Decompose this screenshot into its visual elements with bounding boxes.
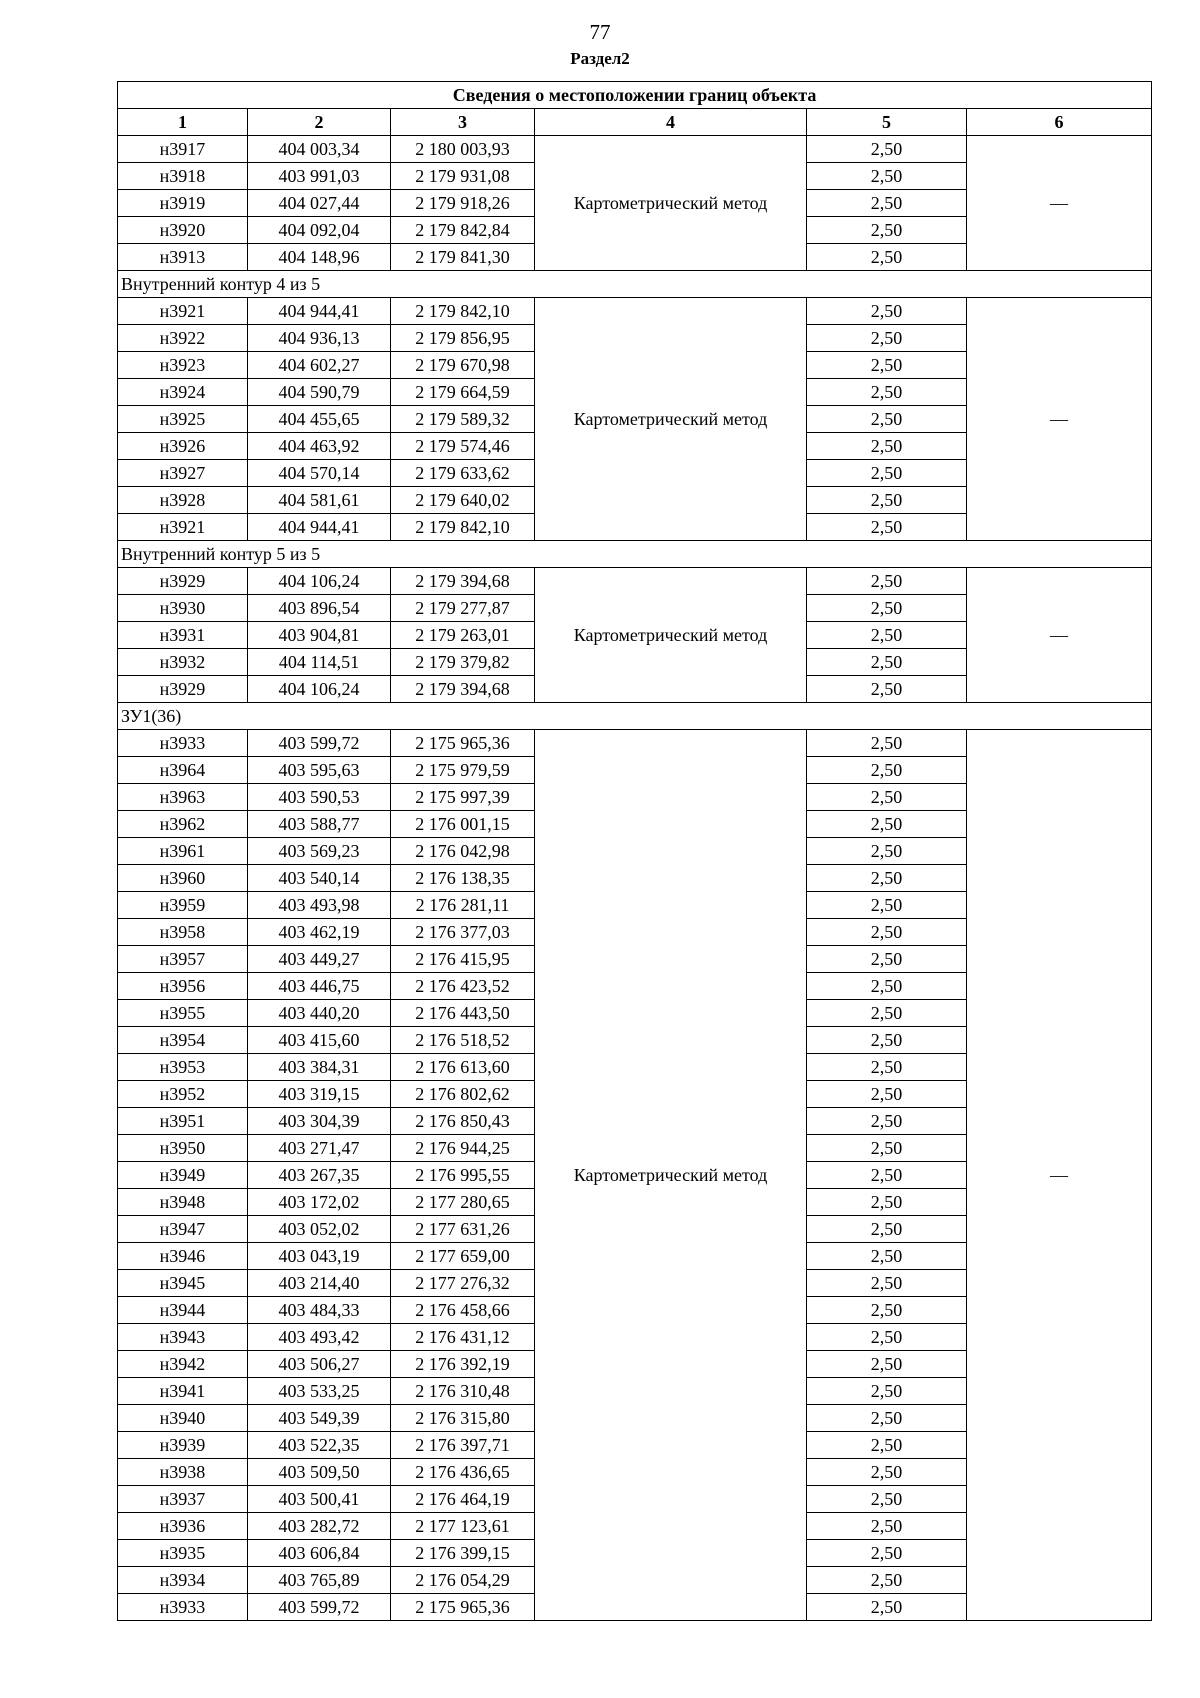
point-name-cell: н3934	[118, 1567, 248, 1594]
point-name-cell: н3913	[118, 244, 248, 271]
accuracy-cell: 2,50	[807, 244, 967, 271]
accuracy-cell: 2,50	[807, 1243, 967, 1270]
point-name-cell: н3920	[118, 217, 248, 244]
y-coordinate-cell: 2 176 392,19	[391, 1351, 535, 1378]
point-name-cell: н3919	[118, 190, 248, 217]
accuracy-cell: 2,50	[807, 595, 967, 622]
x-coordinate-cell: 403 522,35	[248, 1432, 391, 1459]
x-coordinate-cell: 403 590,53	[248, 784, 391, 811]
x-coordinate-cell: 404 092,04	[248, 217, 391, 244]
method-cell: Картометрический метод	[535, 568, 807, 703]
x-coordinate-cell: 403 896,54	[248, 595, 391, 622]
column-header-row	[118, 109, 1152, 136]
point-name-cell: н3954	[118, 1027, 248, 1054]
accuracy-cell: 2,50	[807, 811, 967, 838]
column-header: 5	[807, 109, 967, 136]
y-coordinate-cell: 2 175 997,39	[391, 784, 535, 811]
x-coordinate-cell: 404 463,92	[248, 433, 391, 460]
section-title: Раздел2	[570, 49, 630, 68]
x-coordinate-cell: 403 595,63	[248, 757, 391, 784]
point-name-cell: н3956	[118, 973, 248, 1000]
y-coordinate-cell: 2 179 633,62	[391, 460, 535, 487]
table-row	[118, 298, 1152, 325]
point-name-cell: н3950	[118, 1135, 248, 1162]
x-coordinate-cell: 403 319,15	[248, 1081, 391, 1108]
x-coordinate-cell: 404 106,24	[248, 568, 391, 595]
column-6-cell: —	[967, 298, 1152, 541]
point-name-cell: н3921	[118, 514, 248, 541]
point-name-cell: н3940	[118, 1405, 248, 1432]
accuracy-cell: 2,50	[807, 568, 967, 595]
point-name-cell: н3959	[118, 892, 248, 919]
accuracy-cell: 2,50	[807, 325, 967, 352]
y-coordinate-cell: 2 176 001,15	[391, 811, 535, 838]
point-name-cell: н3947	[118, 1216, 248, 1243]
point-name-cell: н3951	[118, 1108, 248, 1135]
y-coordinate-cell: 2 179 394,68	[391, 568, 535, 595]
accuracy-cell: 2,50	[807, 1513, 967, 1540]
y-coordinate-cell: 2 179 379,82	[391, 649, 535, 676]
x-coordinate-cell: 403 449,27	[248, 946, 391, 973]
accuracy-cell: 2,50	[807, 1351, 967, 1378]
contour-title: Внутренний контур 4 из 5	[118, 271, 1152, 298]
page-number: 77	[589, 20, 611, 44]
accuracy-cell: 2,50	[807, 1324, 967, 1351]
accuracy-cell: 2,50	[807, 1162, 967, 1189]
y-coordinate-cell: 2 177 276,32	[391, 1270, 535, 1297]
contour-header-row	[118, 541, 1152, 568]
accuracy-cell: 2,50	[807, 1297, 967, 1324]
accuracy-cell: 2,50	[807, 1081, 967, 1108]
accuracy-cell: 2,50	[807, 946, 967, 973]
y-coordinate-cell: 2 175 965,36	[391, 1594, 535, 1621]
accuracy-cell: 2,50	[807, 190, 967, 217]
y-coordinate-cell: 2 176 399,15	[391, 1540, 535, 1567]
x-coordinate-cell: 403 271,47	[248, 1135, 391, 1162]
column-6-cell: —	[967, 730, 1152, 1621]
accuracy-cell: 2,50	[807, 1405, 967, 1432]
accuracy-cell: 2,50	[807, 379, 967, 406]
y-coordinate-cell: 2 177 280,65	[391, 1189, 535, 1216]
point-name-cell: н3929	[118, 676, 248, 703]
y-coordinate-cell: 2 176 281,11	[391, 892, 535, 919]
x-coordinate-cell: 403 440,20	[248, 1000, 391, 1027]
method-cell: Картометрический метод	[535, 730, 807, 1621]
x-coordinate-cell: 403 540,14	[248, 865, 391, 892]
y-coordinate-cell: 2 179 842,10	[391, 298, 535, 325]
x-coordinate-cell: 403 533,25	[248, 1378, 391, 1405]
point-name-cell: н3927	[118, 460, 248, 487]
y-coordinate-cell: 2 179 574,46	[391, 433, 535, 460]
point-name-cell: н3943	[118, 1324, 248, 1351]
accuracy-cell: 2,50	[807, 352, 967, 379]
point-name-cell: н3949	[118, 1162, 248, 1189]
x-coordinate-cell: 403 599,72	[248, 730, 391, 757]
point-name-cell: н3941	[118, 1378, 248, 1405]
x-coordinate-cell: 403 415,60	[248, 1027, 391, 1054]
y-coordinate-cell: 2 177 631,26	[391, 1216, 535, 1243]
x-coordinate-cell: 403 506,27	[248, 1351, 391, 1378]
accuracy-cell: 2,50	[807, 649, 967, 676]
point-name-cell: н3930	[118, 595, 248, 622]
accuracy-cell: 2,50	[807, 730, 967, 757]
column-header: 6	[967, 109, 1152, 136]
x-coordinate-cell: 403 588,77	[248, 811, 391, 838]
point-name-cell: н3939	[118, 1432, 248, 1459]
method-cell: Картометрический метод	[535, 298, 807, 541]
accuracy-cell: 2,50	[807, 1216, 967, 1243]
column-header: 4	[535, 109, 807, 136]
point-name-cell: н3926	[118, 433, 248, 460]
accuracy-cell: 2,50	[807, 784, 967, 811]
y-coordinate-cell: 2 176 436,65	[391, 1459, 535, 1486]
point-name-cell: н3952	[118, 1081, 248, 1108]
point-name-cell: н3931	[118, 622, 248, 649]
accuracy-cell: 2,50	[807, 487, 967, 514]
x-coordinate-cell: 403 282,72	[248, 1513, 391, 1540]
accuracy-cell: 2,50	[807, 1000, 967, 1027]
point-name-cell: н3933	[118, 1594, 248, 1621]
contour-title: Внутренний контур 5 из 5	[118, 541, 1152, 568]
point-name-cell: н3953	[118, 1054, 248, 1081]
contour-header-row	[118, 703, 1152, 730]
point-name-cell: н3961	[118, 838, 248, 865]
y-coordinate-cell: 2 175 979,59	[391, 757, 535, 784]
point-name-cell: н3958	[118, 919, 248, 946]
accuracy-cell: 2,50	[807, 757, 967, 784]
accuracy-cell: 2,50	[807, 217, 967, 244]
y-coordinate-cell: 2 176 802,62	[391, 1081, 535, 1108]
y-coordinate-cell: 2 176 464,19	[391, 1486, 535, 1513]
x-coordinate-cell: 404 944,41	[248, 298, 391, 325]
contour-title: ЗУ1(36)	[118, 703, 1152, 730]
y-coordinate-cell: 2 179 263,01	[391, 622, 535, 649]
x-coordinate-cell: 403 500,41	[248, 1486, 391, 1513]
point-name-cell: н3932	[118, 649, 248, 676]
y-coordinate-cell: 2 179 664,59	[391, 379, 535, 406]
x-coordinate-cell: 403 267,35	[248, 1162, 391, 1189]
accuracy-cell: 2,50	[807, 1594, 967, 1621]
y-coordinate-cell: 2 176 397,71	[391, 1432, 535, 1459]
x-coordinate-cell: 403 569,23	[248, 838, 391, 865]
accuracy-cell: 2,50	[807, 1189, 967, 1216]
x-coordinate-cell: 403 214,40	[248, 1270, 391, 1297]
accuracy-cell: 2,50	[807, 1270, 967, 1297]
x-coordinate-cell: 404 455,65	[248, 406, 391, 433]
accuracy-cell: 2,50	[807, 298, 967, 325]
accuracy-cell: 2,50	[807, 973, 967, 1000]
point-name-cell: н3936	[118, 1513, 248, 1540]
point-name-cell: н3944	[118, 1297, 248, 1324]
point-name-cell: н3933	[118, 730, 248, 757]
point-name-cell: н3957	[118, 946, 248, 973]
accuracy-cell: 2,50	[807, 1135, 967, 1162]
point-name-cell: н3925	[118, 406, 248, 433]
accuracy-cell: 2,50	[807, 1459, 967, 1486]
table-row	[118, 730, 1152, 757]
point-name-cell: н3955	[118, 1000, 248, 1027]
accuracy-cell: 2,50	[807, 892, 967, 919]
point-name-cell: н3937	[118, 1486, 248, 1513]
point-name-cell: н3960	[118, 865, 248, 892]
table-caption: Сведения о местоположении границ объекта	[118, 82, 1152, 109]
column-header: 1	[118, 109, 248, 136]
table-row	[118, 136, 1152, 163]
accuracy-cell: 2,50	[807, 919, 967, 946]
accuracy-cell: 2,50	[807, 1486, 967, 1513]
y-coordinate-cell: 2 179 841,30	[391, 244, 535, 271]
accuracy-cell: 2,50	[807, 1432, 967, 1459]
y-coordinate-cell: 2 176 377,03	[391, 919, 535, 946]
y-coordinate-cell: 2 179 842,84	[391, 217, 535, 244]
x-coordinate-cell: 403 599,72	[248, 1594, 391, 1621]
y-coordinate-cell: 2 176 458,66	[391, 1297, 535, 1324]
y-coordinate-cell: 2 176 315,80	[391, 1405, 535, 1432]
y-coordinate-cell: 2 176 310,48	[391, 1378, 535, 1405]
point-name-cell: н3942	[118, 1351, 248, 1378]
point-name-cell: н3948	[118, 1189, 248, 1216]
x-coordinate-cell: 403 606,84	[248, 1540, 391, 1567]
point-name-cell: н3924	[118, 379, 248, 406]
table-caption-row	[118, 82, 1152, 109]
x-coordinate-cell: 404 003,34	[248, 136, 391, 163]
accuracy-cell: 2,50	[807, 514, 967, 541]
table-row	[118, 568, 1152, 595]
table-body	[118, 82, 1152, 1621]
point-name-cell: н3962	[118, 811, 248, 838]
y-coordinate-cell: 2 179 931,08	[391, 163, 535, 190]
y-coordinate-cell: 2 176 443,50	[391, 1000, 535, 1027]
y-coordinate-cell: 2 179 589,32	[391, 406, 535, 433]
x-coordinate-cell: 404 106,24	[248, 676, 391, 703]
x-coordinate-cell: 404 944,41	[248, 514, 391, 541]
point-name-cell: н3923	[118, 352, 248, 379]
x-coordinate-cell: 403 304,39	[248, 1108, 391, 1135]
x-coordinate-cell: 403 484,33	[248, 1297, 391, 1324]
y-coordinate-cell: 2 176 944,25	[391, 1135, 535, 1162]
accuracy-cell: 2,50	[807, 136, 967, 163]
column-header: 3	[391, 109, 535, 136]
accuracy-cell: 2,50	[807, 622, 967, 649]
point-name-cell: н3935	[118, 1540, 248, 1567]
x-coordinate-cell: 404 027,44	[248, 190, 391, 217]
x-coordinate-cell: 403 043,19	[248, 1243, 391, 1270]
method-cell: Картометрический метод	[535, 136, 807, 271]
point-name-cell: н3917	[118, 136, 248, 163]
accuracy-cell: 2,50	[807, 1108, 967, 1135]
accuracy-cell: 2,50	[807, 406, 967, 433]
y-coordinate-cell: 2 176 054,29	[391, 1567, 535, 1594]
x-coordinate-cell: 403 172,02	[248, 1189, 391, 1216]
x-coordinate-cell: 403 384,31	[248, 1054, 391, 1081]
x-coordinate-cell: 403 991,03	[248, 163, 391, 190]
y-coordinate-cell: 2 176 850,43	[391, 1108, 535, 1135]
point-name-cell: н3929	[118, 568, 248, 595]
y-coordinate-cell: 2 179 670,98	[391, 352, 535, 379]
point-name-cell: н3938	[118, 1459, 248, 1486]
point-name-cell: н3964	[118, 757, 248, 784]
contour-header-row	[118, 271, 1152, 298]
accuracy-cell: 2,50	[807, 1540, 967, 1567]
x-coordinate-cell: 404 114,51	[248, 649, 391, 676]
point-name-cell: н3963	[118, 784, 248, 811]
y-coordinate-cell: 2 176 423,52	[391, 973, 535, 1000]
x-coordinate-cell: 403 052,02	[248, 1216, 391, 1243]
x-coordinate-cell: 404 148,96	[248, 244, 391, 271]
x-coordinate-cell: 403 493,42	[248, 1324, 391, 1351]
x-coordinate-cell: 403 509,50	[248, 1459, 391, 1486]
y-coordinate-cell: 2 176 613,60	[391, 1054, 535, 1081]
accuracy-cell: 2,50	[807, 865, 967, 892]
y-coordinate-cell: 2 177 123,61	[391, 1513, 535, 1540]
accuracy-cell: 2,50	[807, 1567, 967, 1594]
point-name-cell: н3946	[118, 1243, 248, 1270]
accuracy-cell: 2,50	[807, 1054, 967, 1081]
x-coordinate-cell: 403 462,19	[248, 919, 391, 946]
y-coordinate-cell: 2 179 394,68	[391, 676, 535, 703]
accuracy-cell: 2,50	[807, 838, 967, 865]
y-coordinate-cell: 2 179 918,26	[391, 190, 535, 217]
accuracy-cell: 2,50	[807, 433, 967, 460]
x-coordinate-cell: 404 590,79	[248, 379, 391, 406]
y-coordinate-cell: 2 175 965,36	[391, 730, 535, 757]
point-name-cell: н3921	[118, 298, 248, 325]
point-name-cell: н3928	[118, 487, 248, 514]
accuracy-cell: 2,50	[807, 163, 967, 190]
y-coordinate-cell: 2 179 640,02	[391, 487, 535, 514]
x-coordinate-cell: 404 602,27	[248, 352, 391, 379]
y-coordinate-cell: 2 177 659,00	[391, 1243, 535, 1270]
accuracy-cell: 2,50	[807, 1378, 967, 1405]
y-coordinate-cell: 2 179 856,95	[391, 325, 535, 352]
x-coordinate-cell: 403 549,39	[248, 1405, 391, 1432]
y-coordinate-cell: 2 176 042,98	[391, 838, 535, 865]
point-name-cell: н3945	[118, 1270, 248, 1297]
column-6-cell: —	[967, 568, 1152, 703]
accuracy-cell: 2,50	[807, 676, 967, 703]
accuracy-cell: 2,50	[807, 460, 967, 487]
y-coordinate-cell: 2 176 431,12	[391, 1324, 535, 1351]
x-coordinate-cell: 403 765,89	[248, 1567, 391, 1594]
x-coordinate-cell: 404 570,14	[248, 460, 391, 487]
x-coordinate-cell: 403 446,75	[248, 973, 391, 1000]
y-coordinate-cell: 2 176 138,35	[391, 865, 535, 892]
accuracy-cell: 2,50	[807, 1027, 967, 1054]
x-coordinate-cell: 404 581,61	[248, 487, 391, 514]
y-coordinate-cell: 2 179 842,10	[391, 514, 535, 541]
x-coordinate-cell: 404 936,13	[248, 325, 391, 352]
point-name-cell: н3922	[118, 325, 248, 352]
y-coordinate-cell: 2 179 277,87	[391, 595, 535, 622]
column-6-cell: —	[967, 136, 1152, 271]
y-coordinate-cell: 2 176 518,52	[391, 1027, 535, 1054]
x-coordinate-cell: 403 493,98	[248, 892, 391, 919]
x-coordinate-cell: 403 904,81	[248, 622, 391, 649]
y-coordinate-cell: 2 180 003,93	[391, 136, 535, 163]
y-coordinate-cell: 2 176 415,95	[391, 946, 535, 973]
y-coordinate-cell: 2 176 995,55	[391, 1162, 535, 1189]
point-name-cell: н3918	[118, 163, 248, 190]
column-header: 2	[248, 109, 391, 136]
boundary-table	[117, 81, 1152, 1621]
